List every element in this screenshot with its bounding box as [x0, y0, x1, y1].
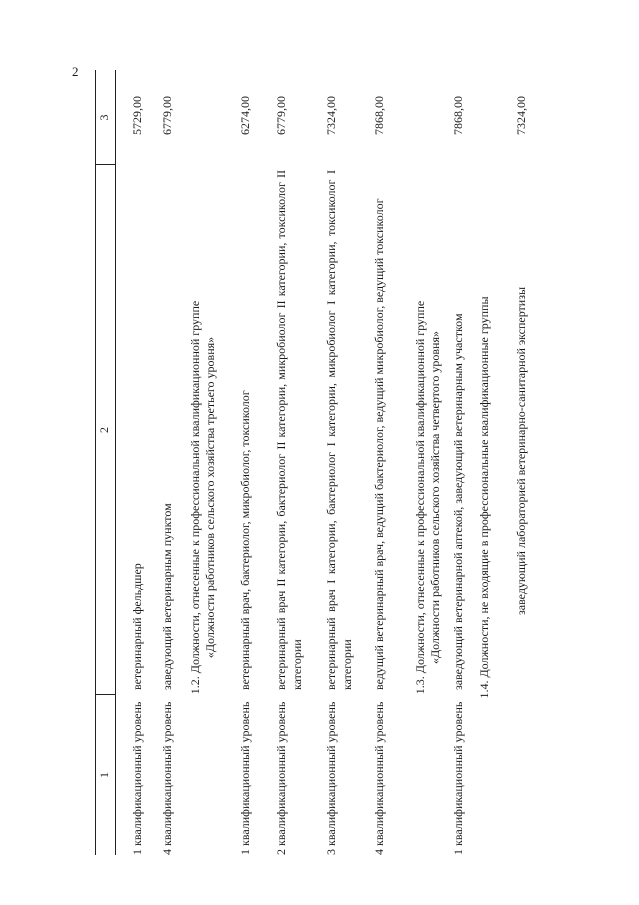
row-salary: 5729,00: [130, 96, 144, 135]
row-position: ветеринарный врач, бактериолог, микробиолог, токсиколог: [238, 390, 252, 690]
header-bottom-rule: [115, 70, 116, 855]
row-salary: 6779,00: [160, 96, 174, 135]
row-salary: 7868,00: [451, 96, 465, 135]
table-top-rule: [95, 70, 96, 855]
row-position: заведующий ветеринарным пунктом: [160, 503, 174, 690]
row-salary: 6779,00: [274, 96, 288, 135]
row-level: 2 квалификационный уровень: [274, 701, 288, 855]
row-position: ветеринарный врач II категории, бактериолог II категории, микробиолог II категории, токсиколог II категории: [274, 170, 304, 690]
row-level: 4 квалификационный уровень: [160, 701, 174, 855]
row-level: 4 квалификационный уровень: [372, 701, 386, 855]
page-number: 2: [72, 64, 79, 79]
row-position: заведующий ветеринарной аптекой, заведующий ветеринарным участком: [451, 313, 465, 690]
section-line: 1.3. Должности, отнесенные к профессиональной квалификационной группе: [413, 300, 427, 695]
row-position: ветеринарный фельдшер: [130, 563, 144, 690]
row-position: заведующий лабораторией ветеринарно-санитарной экспертизы: [514, 286, 528, 615]
row-position: ветеринарный врач I категории, бактериолог I категории, микробиолог I категории, токсиколог I категории: [324, 170, 354, 690]
row-salary: 7324,00: [514, 96, 528, 135]
header-col-1: 1: [97, 772, 111, 778]
section-line: «Должности работников сельского хозяйства четвертого уровня»: [428, 331, 442, 665]
section-line: 1.4. Должности, не входящие в профессиональные квалификационные группы: [477, 296, 491, 699]
row-salary: 7868,00: [372, 96, 386, 135]
row-level: 3 квалификационный уровень: [324, 701, 338, 855]
section-heading-1-3: [413, 200, 443, 795]
row-salary: 6274,00: [238, 96, 252, 135]
row-level: 1 квалификационный уровень: [451, 701, 465, 855]
salary-table: [95, 70, 550, 855]
section-heading-1-4: [477, 200, 492, 795]
row-position: ведущий ветеринарный врач, ведущий бактериолог, ведущий микробиолог, ведущий токсиколог: [372, 198, 386, 690]
row-level: 1 квалификационный уровень: [238, 701, 252, 855]
header-col-3: 3: [97, 114, 111, 121]
row-level: 1 квалификационный уровень: [130, 701, 144, 855]
row-salary: 7324,00: [324, 96, 338, 135]
section-line: 1.2. Должности, отнесенные к профессиональной квалификационной группе: [188, 300, 202, 695]
section-line: «Должности работников сельского хозяйства третьего уровня»: [203, 336, 217, 659]
section-heading-1-2: [188, 200, 218, 795]
header-col-2: 2: [97, 427, 111, 433]
